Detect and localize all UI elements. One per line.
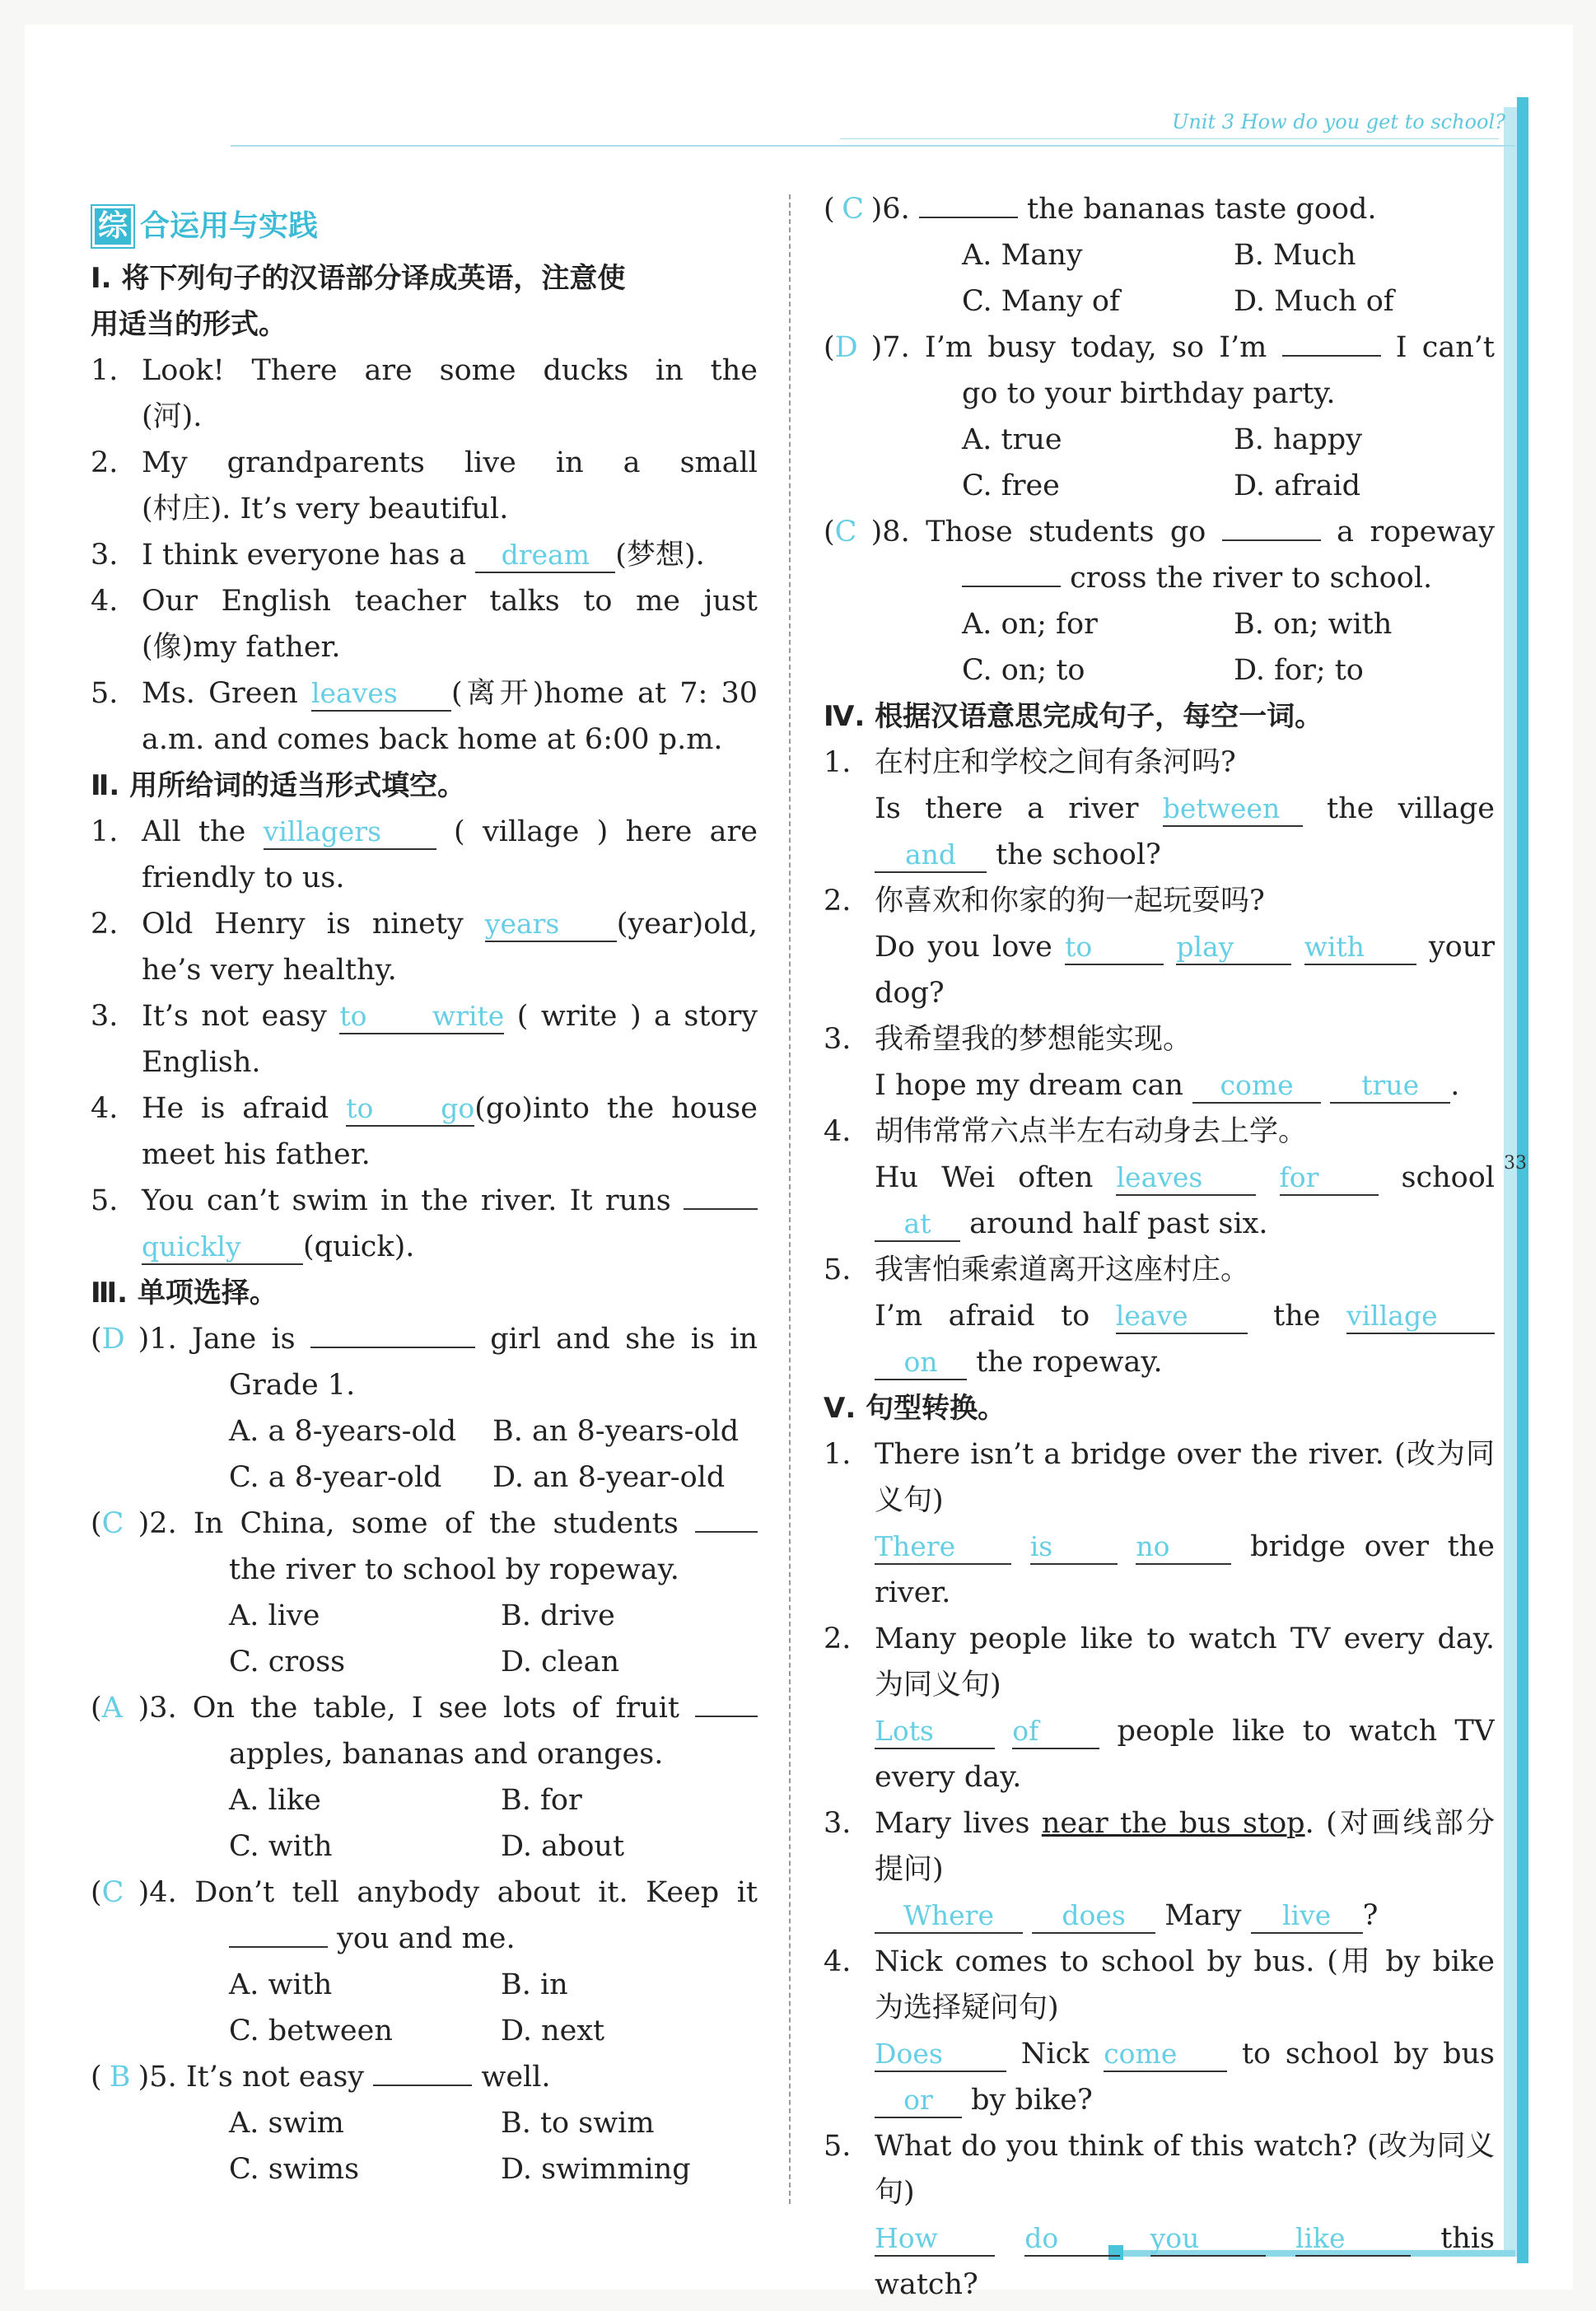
- sec3-q3-options-cd: C. with D. about: [229, 1830, 625, 1863]
- sec1-q5: 5. Ms. Green leaves (离开)home at 7: 30: [91, 677, 758, 710]
- answer-blank[interactable]: How: [875, 2222, 995, 2257]
- sec5-q3: 3. Mary lives near the bus stop. (对画线部分: [824, 1807, 1495, 1840]
- column-divider: [789, 194, 791, 2204]
- sec4-q5-cont: on the ropeway.: [824, 1339, 1495, 1385]
- sec3-q5: ( B )5. It’s not easy well.: [91, 2054, 758, 2100]
- sec5-q4-cont: 为选择疑问句): [875, 1991, 1059, 2024]
- answer-blank-empty[interactable]: [919, 217, 1018, 218]
- answer-blank[interactable]: play: [1176, 931, 1291, 965]
- answer-blank[interactable]: between: [1163, 792, 1303, 827]
- answer-blank[interactable]: and: [875, 838, 987, 873]
- sec3-q1-options-cd: C. a 8-year-old D. an 8-year-old: [229, 1461, 726, 1494]
- answer-blank[interactable]: for: [1280, 1161, 1379, 1196]
- answer-blank[interactable]: is: [1030, 1530, 1118, 1565]
- sec5-heading: Ⅴ. 句型转换。: [824, 1392, 1006, 1425]
- answer-blank[interactable]: of: [1012, 1715, 1099, 1749]
- choice-answer[interactable]: C: [101, 1507, 124, 1540]
- sec3-q1-options-ab: A. a 8-years-old B. an 8-years-old: [229, 1415, 740, 1448]
- right-margin-bar-dark: [1517, 97, 1528, 2263]
- answer-blank[interactable]: no: [1136, 1530, 1231, 1565]
- sec3-q3-options-ab: A. like B. for: [229, 1784, 582, 1817]
- sec4-q4: Hu Wei often leaves for school: [875, 1161, 1495, 1194]
- answer-blank-empty[interactable]: [962, 586, 1061, 587]
- sec4-heading: Ⅳ. 根据汉语意思完成句子，每空一词。: [824, 700, 1323, 733]
- sec3-q2-cont: the river to school by ropeway.: [229, 1553, 679, 1586]
- answer-blank-empty[interactable]: [373, 2085, 472, 2086]
- sec4-q1: Is there a river between the village: [875, 792, 1495, 825]
- answer-blank[interactable]: or: [875, 2084, 962, 2118]
- section-title: [91, 198, 758, 255]
- answer-blank[interactable]: come: [1192, 1069, 1321, 1104]
- sec3-q6: ( C )6. the bananas taste good.: [824, 186, 1495, 232]
- choice-answer[interactable]: C: [834, 516, 857, 549]
- answer-blank[interactable]: to go: [346, 1092, 474, 1127]
- answer-blank[interactable]: you: [1150, 2222, 1266, 2257]
- sec5-q2-answer: Lots of people like to watch TV: [875, 1715, 1495, 1748]
- sec3-q4-cont: you and me.: [91, 1916, 758, 1962]
- answer-blank-empty[interactable]: [684, 1208, 758, 1210]
- choice-answer[interactable]: D: [101, 1323, 125, 1356]
- choice-answer[interactable]: A: [101, 1692, 123, 1725]
- sec4-q3-zh: 3. 我希望我的梦想能实现。: [824, 1023, 1192, 1056]
- sec5-q3-answer: Where does Mary live ?: [824, 1893, 1495, 1939]
- sec4-q2: Do you love to play with your: [875, 931, 1495, 964]
- sec1-q2-cont: (村庄). It’s very beautiful.: [142, 493, 509, 525]
- answer-blank[interactable]: like: [1295, 2222, 1411, 2257]
- sec2-q1: 1. All the villagers ( village ) here are: [91, 815, 758, 848]
- right-margin-bar: [1504, 107, 1517, 2257]
- sec5-q1: 1. There isn’t a bridge over the river. (改为同: [824, 1438, 1495, 1471]
- title-icon: 综: [91, 204, 135, 249]
- answer-blank[interactable]: years: [485, 908, 617, 942]
- sec3-q2: (C )2. In China, some of the students: [91, 1501, 758, 1547]
- sec1-q5-cont: a.m. and comes back home at 6:00 p.m.: [142, 723, 723, 756]
- answer-blank[interactable]: leave: [1116, 1300, 1248, 1334]
- sec3-q7-options-ab: A. true B. happy: [962, 423, 1362, 456]
- sec3-q8-cont: cross the river to school.: [824, 555, 1495, 601]
- sec1-q1: 1. Look! There are some ducks in the: [91, 348, 758, 394]
- sec3-q8-options-cd: C. on; to D. for; to: [962, 654, 1364, 687]
- answer-blank[interactable]: leaves: [311, 677, 451, 712]
- sec3-q7: (D )7. I’m busy today, so I’m I can’t: [824, 324, 1495, 371]
- sec3-heading: Ⅲ. 单项选择。: [91, 1277, 278, 1310]
- sec4-q1-zh: 1. 在村庄和学校之间有条河吗?: [824, 746, 1236, 779]
- sec2-q5: 5. You can’t swim in the river. It runs: [91, 1178, 758, 1224]
- sec3-q6-options-ab: A. Many B. Much: [962, 239, 1356, 272]
- answer-blank[interactable]: true: [1330, 1069, 1450, 1104]
- sec2-q2-cont: he’s very healthy.: [142, 954, 397, 987]
- sec1-heading-2: 用适当的形式。: [91, 308, 287, 341]
- sec4-q2-zh: 2. 你喜欢和你家的狗一起玩耍吗?: [824, 885, 1265, 917]
- answer-blank-empty[interactable]: [229, 1946, 328, 1948]
- sec1-q4: 4. Our English teacher talks to me just: [91, 578, 758, 624]
- sec5-q4-answer: Does Nick come to school by bus: [875, 2038, 1495, 2071]
- sec5-q3-cont: 提问): [875, 1853, 944, 1886]
- sec5-q2: 2. Many people like to watch TV every day.: [824, 1622, 1495, 1655]
- answer-blank[interactable]: dream: [475, 539, 615, 573]
- header-rule-thin: [840, 138, 1499, 139]
- sec2-heading: Ⅱ. 用所给词的适当形式填空。: [91, 769, 466, 802]
- answer-blank-empty[interactable]: [695, 1531, 758, 1533]
- sec3-q2-options-ab: A. live B. drive: [229, 1599, 615, 1632]
- sec1-heading: Ⅰ. 将下列句子的汉语部分译成英语，注意使: [91, 262, 626, 295]
- sec2-q5-cont: quickly (quick).: [142, 1230, 415, 1263]
- sec3-q7-options-cd: C. free D. afraid: [962, 469, 1361, 502]
- answer-blank[interactable]: come: [1104, 2038, 1227, 2072]
- left-column: [91, 198, 758, 2192]
- sec3-q7-cont: go to your birthday party.: [962, 377, 1336, 410]
- answer-blank[interactable]: with: [1304, 931, 1416, 965]
- sec2-q3: 3. It’s not easy to write ( write ) a story: [91, 1000, 758, 1033]
- answer-blank[interactable]: on: [875, 1346, 967, 1380]
- answer-blank[interactable]: live: [1251, 1899, 1363, 1934]
- sec2-q3-cont: English.: [142, 1046, 261, 1079]
- sec3-q8-options-ab: A. on; for B. on; with: [962, 608, 1393, 641]
- sec2-q4: 4. He is afraid to go(go)into the house: [91, 1092, 758, 1125]
- sec3-q3-cont: apples, bananas and oranges.: [229, 1738, 664, 1771]
- header-rule: [231, 145, 1515, 147]
- sec5-q1-end: river.: [875, 1576, 951, 1609]
- sec5-q5-answer: How do you like this: [875, 2222, 1495, 2255]
- right-column: [824, 186, 1495, 2308]
- choice-answer[interactable]: C: [842, 193, 865, 226]
- sec5-q1-cont: 义句): [875, 1484, 944, 1517]
- title-text: 合运用与实践: [140, 209, 319, 243]
- sec4-q1-cont: and the school?: [824, 832, 1495, 878]
- sec2-q4-cont: meet his father.: [142, 1138, 371, 1171]
- answer-blank[interactable]: do: [1024, 2222, 1120, 2257]
- sec3-q4: (C )4. Don’t tell anybody about it. Keep it: [91, 1870, 758, 1916]
- sec4-q4-cont: at around half past six.: [824, 1201, 1495, 1247]
- sec1-q2: 2. My grandparents live in a small: [91, 440, 758, 486]
- sec1-q4-cont: (像)my father.: [142, 631, 341, 664]
- answer-blank-empty[interactable]: [695, 1716, 758, 1717]
- answer-blank-empty[interactable]: [310, 1347, 475, 1348]
- sec3-q5-options-cd: C. swims D. swimming: [229, 2153, 691, 2186]
- sec2-q2: 2. Old Henry is ninety years (year)old,: [91, 908, 758, 941]
- sec5-q2-cont: 为同义句): [875, 1669, 1001, 1702]
- sec5-q5: 5. What do you think of this watch? (改为同义: [824, 2130, 1495, 2163]
- answer-blank-empty[interactable]: [1222, 539, 1321, 541]
- sec5-q4-end: or by bike?: [824, 2077, 1495, 2123]
- choice-answer[interactable]: D: [834, 331, 858, 364]
- answer-blank[interactable]: to: [1065, 931, 1164, 965]
- sec5-q1-answer: There is no bridge over the: [875, 1530, 1495, 1563]
- sec5-q2-end: every day.: [875, 1761, 1022, 1794]
- sec3-q1: (D )1. Jane is girl and she is in: [91, 1316, 758, 1362]
- sec3-q4-options-cd: C. between D. next: [229, 2015, 605, 2047]
- sec4-q4-zh: 4. 胡伟常常六点半左右动身去上学。: [824, 1115, 1308, 1148]
- sec4-q5-zh: 5. 我害怕乘索道离开这座村庄。: [824, 1254, 1250, 1286]
- sec1-q3: 3. I think everyone has a dream (梦想).: [91, 539, 705, 572]
- sec2-q1-cont: friendly to us.: [142, 861, 345, 894]
- sec3-q3: (A )3. On the table, I see lots of fruit: [91, 1685, 758, 1731]
- answer-blank-empty[interactable]: [1282, 355, 1381, 357]
- answer-blank[interactable]: village: [1346, 1300, 1495, 1334]
- answer-blank[interactable]: does: [1032, 1899, 1155, 1934]
- underlined-phrase: near the bus stop: [1041, 1807, 1305, 1840]
- answer-blank[interactable]: Lots: [875, 1715, 995, 1749]
- sec3-q5-options-ab: A. swim B. to swim: [229, 2107, 655, 2140]
- sec5-q5-end: watch?: [875, 2268, 978, 2301]
- sec3-q2-options-cd: C. cross D. clean: [229, 1646, 619, 1678]
- sec4-q2-cont: dog?: [875, 977, 945, 1010]
- choice-answer[interactable]: C: [101, 1876, 124, 1909]
- choice-answer[interactable]: B: [109, 2061, 131, 2094]
- sec4-q3: I hope my dream can come true .: [875, 1069, 1460, 1102]
- sec5-q4: 4. Nick comes to school by bus. (用 by bike: [824, 1945, 1495, 1978]
- answer-blank[interactable]: There: [875, 1530, 1011, 1565]
- sec3-q8: (C )8. Those students go a ropeway: [824, 509, 1495, 555]
- page-number: 33: [1504, 1153, 1527, 1174]
- answer-blank[interactable]: quickly: [142, 1230, 303, 1265]
- unit-header: Unit 3 How do you get to school?: [1172, 110, 1505, 133]
- sec4-q5: I’m afraid to leave the village: [824, 1293, 1495, 1339]
- sec1-q1-cont: (河).: [142, 400, 203, 433]
- answer-blank[interactable]: at: [875, 1207, 960, 1242]
- sec3-q4-options-ab: A. with B. in: [229, 1968, 568, 2001]
- answer-blank[interactable]: Where: [875, 1899, 1023, 1934]
- sec3-q1-cont: Grade 1.: [229, 1369, 356, 1402]
- answer-blank[interactable]: leaves: [1116, 1161, 1256, 1196]
- answer-blank[interactable]: Does: [875, 2038, 1006, 2072]
- answer-blank[interactable]: to write: [339, 1000, 504, 1034]
- answer-blank[interactable]: villagers: [264, 815, 436, 850]
- sec3-q6-options-cd: C. Many of D. Much of: [962, 285, 1394, 318]
- sec5-q5-cont: 句): [875, 2176, 915, 2209]
